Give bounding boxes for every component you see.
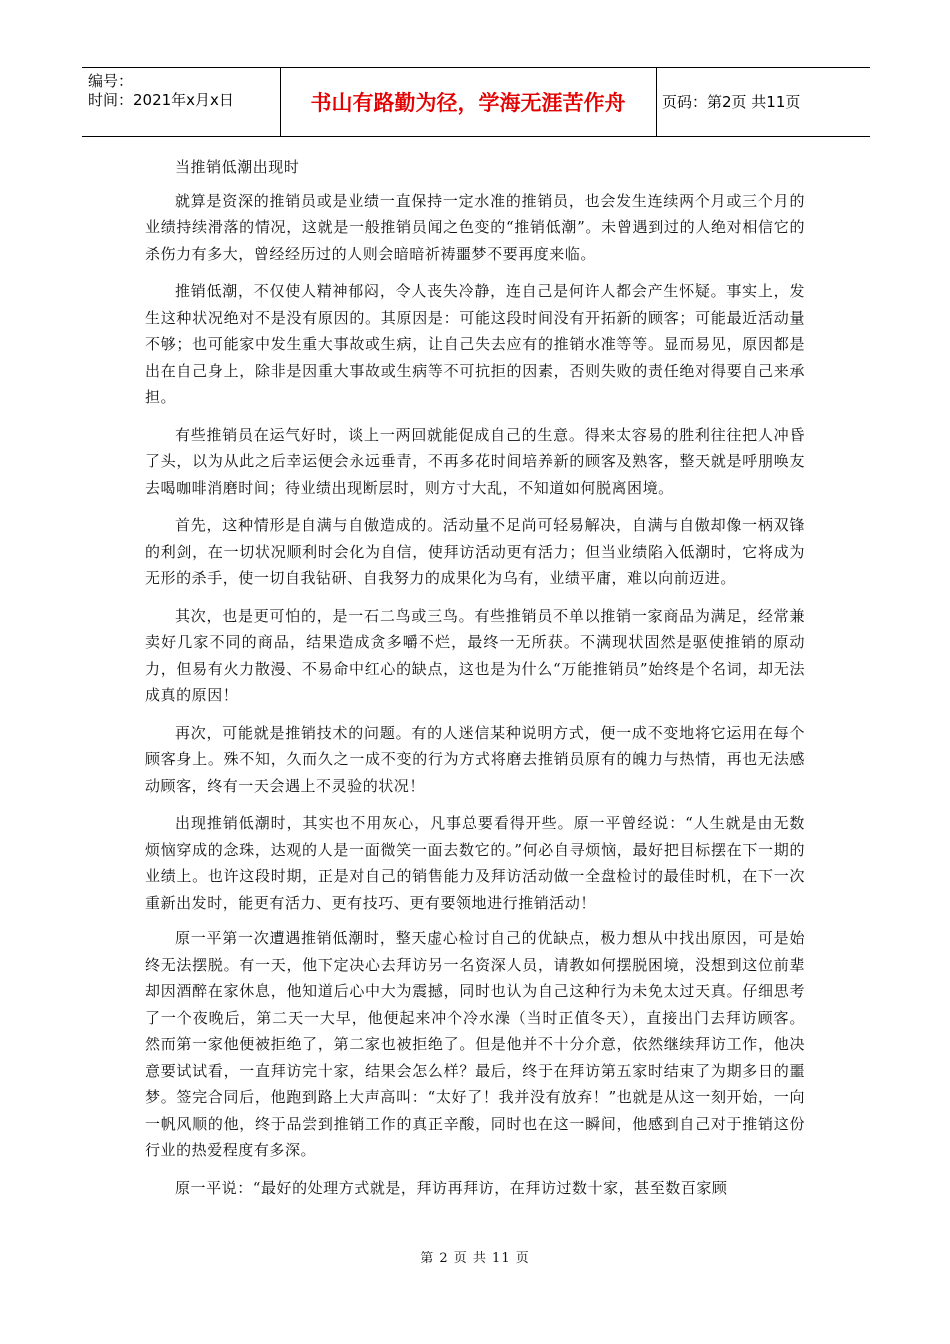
- article-paragraph: 其次，也是更可怕的，是一石二鸟或三鸟。有些推销员不单以推销一家商品为满足，经常兼卖好几家不同的商品，结果造成贪多嚼不烂，最终一无所获。不满现状固然是驱使推销的原动力，但易有火力散漫、不易命中红心的缺点，这也是为什么“万能推销员”始终是个名词，却无法成真的原因！: [145, 606, 805, 704]
- page-header: [82, 67, 870, 137]
- article-paragraph: 有些推销员在运气好时，谈上一两回就能促成自己的生意。得来太容易的胜利往往把人冲昏了头，以为从此之后幸运便会永远垂青，不再多花时间培养新的顾客及熟客，整天就是呼朋唤友去喝咖啡消磨时间；待业绩出现断层时，则方寸大乱，不知道如何脱离困境。: [145, 425, 805, 497]
- article-body: [145, 154, 805, 1212]
- article-paragraph: 推销低潮，不仅使人精神郁闷，令人丧失冷静，连自己是何许人都会产生怀疑。事实上，发生这种状况绝对不是没有原因的。其原因是：可能这段时间没有开拓新的顾客；可能最近活动量不够；也可能家中发生重大事故或生病，让自己失去应有的推销水准等等。显而易见，原因都是出在自己身上，除非是因重大事故或生病等不可抗拒的因素，否则失败的责任绝对得要自己来承担。: [145, 282, 805, 406]
- header-page-cell: [656, 68, 870, 136]
- article-paragraph: 原一平说：“最好的处理方式就是，拜访再拜访，在拜访过数十家，甚至数百家顾: [175, 1178, 728, 1197]
- page-footer: 第 2 页 共 11 页: [420, 1251, 530, 1266]
- article-paragraph: 首先，这种情形是自满与自傲造成的。活动量不足尚可轻易解决，自满与自傲却像一柄双锋的利剑，在一切状况顺利时会化为自信，使拜访活动更有活力；但当业绩陷入低潮时，它将成为无形的杀手，使一切自我钻研、自我努力的成果化为乌有，业绩平庸，难以向前迈进。: [145, 516, 805, 587]
- header-motto-cell: [280, 68, 657, 136]
- header-motto: 书山有路勤为径，学海无涯苦作舟: [310, 91, 626, 115]
- document-number-label: 编号：: [88, 72, 134, 90]
- article-paragraph: 出现推销低潮时，其实也不用灰心，凡事总要看得开些。原一平曾经说：“人生就是由无数烦恼穿成的念珠，达观的人是一面微笑一面去数它的。”何必自寻烦恼，最好把目标摆在下一期的业绩上。也许这段时期，正是对自己的销售能力及拜访活动做一全盘检讨的最佳时机，在下一次重新出发时，能更有活力、更有技巧、更有要领地进行推销活动！: [145, 814, 805, 912]
- header-meta-cell: [82, 68, 281, 136]
- article-title: 当推销低潮出现时: [175, 158, 300, 176]
- document-date: 时间：2021年x月x日: [88, 91, 234, 109]
- header-page-code: 页码：第2页 共11页: [662, 93, 801, 111]
- article-paragraph: 原一平第一次遭遇推销低潮时，整天虚心检讨自己的优缺点，极力想从中找出原因，可是始终无法摆脱。有一天，他下定决心去拜访另一名资深人员，请教如何摆脱困境，没想到这位前辈却因酒醉在家休息，他知道后心中大为震撼，同时也认为自己这种行为未免太过天真。仔细思考了一个夜晚后，第二天一大早，他便起来冲个冷水澡（当时正值冬天），直接出门去拜访顾客。然而第一家他便被拒绝了，第二家也被拒绝了。但是他并不十分介意，依然继续拜访工作，他决意要试试看，一直拜访完十家，结果会怎么样？最后，终于在拜访第五家时结束了为期多日的噩梦。签完合同后，他跑到路上大声高叫：“太好了！我并没有放弃！”也就是从这一刻开始，一向一帆风顺的他，终于品尝到推销工作的真正辛酸，同时也在这一瞬间，他感到自己对于推销这份行业的热爱程度有多深。: [145, 929, 805, 1159]
- article-paragraph: 再次，可能就是推销技术的问题。有的人迷信某种说明方式，便一成不变地将它运用在每个顾客身上。殊不知，久而久之一成不变的行为方式将磨去推销员原有的魄力与热情，再也无法感动顾客，终有一天会遇上不灵验的状况！: [145, 723, 805, 795]
- article-paragraph: 就算是资深的推销员或是业绩一直保持一定水准的推销员，也会发生连续两个月或三个月的业绩持续滑落的情况，这就是一般推销员闻之色变的“推销低潮”。未曾遇到过的人绝对相信它的杀伤力有多大，曾经经历过的人则会暗暗祈祷噩梦不要再度来临。: [145, 191, 805, 263]
